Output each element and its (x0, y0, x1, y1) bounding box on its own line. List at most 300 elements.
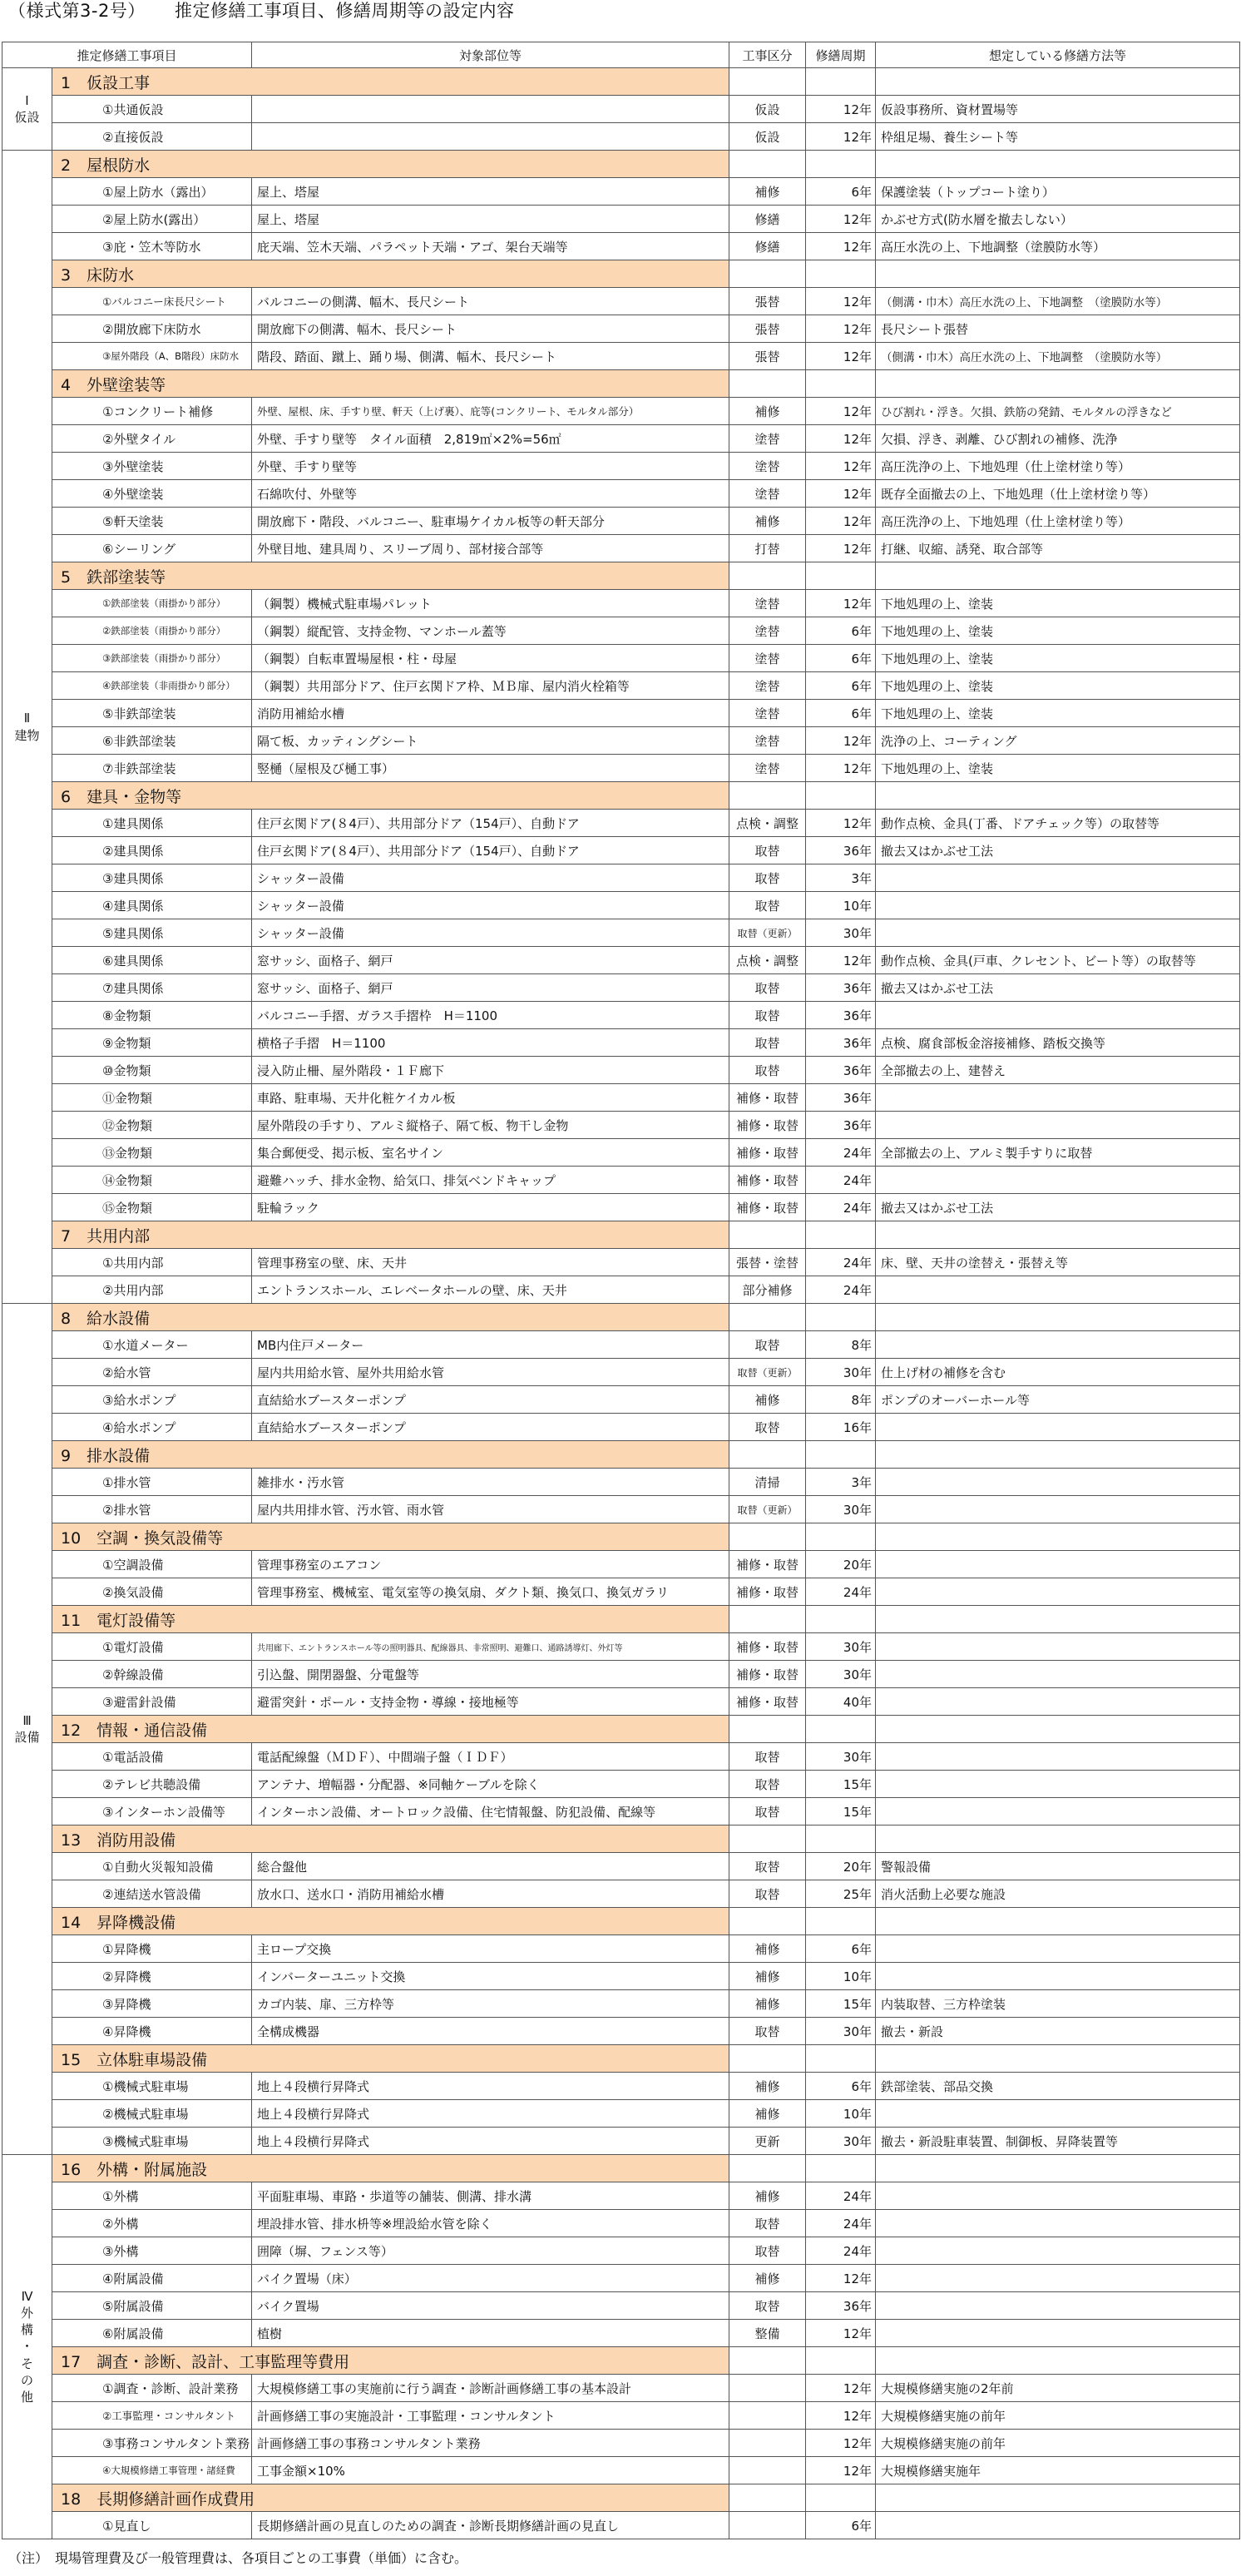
category-title: 1 仮設工事 (52, 68, 729, 96)
item-cycle: 12年 (806, 508, 876, 535)
item-target: 屋上、塔屋 (252, 178, 729, 206)
item-cycle: 12年 (806, 453, 876, 480)
table-row (2, 837, 1240, 864)
item-kind: 整備 (729, 2320, 806, 2347)
item-kind: 補修・取替 (729, 1578, 806, 1606)
item-kind: 取替 (729, 1880, 806, 1908)
item-kind (729, 2402, 806, 2430)
category-blank (729, 1606, 806, 1633)
category-row (2, 2347, 1240, 2375)
section-label: Ⅱ 建物 (2, 151, 52, 1304)
item-kind: 補修 (729, 508, 806, 535)
item-target: 地上４段横行昇降式 (252, 2100, 729, 2128)
item-cycle: 12年 (806, 535, 876, 562)
item-target: 埋設排水管、排水枡等※埋設給水管を除く (252, 2210, 729, 2237)
category-blank (876, 782, 1240, 810)
item-cycle: 30年 (806, 2128, 876, 2155)
item-target: シャッター設備 (252, 892, 729, 919)
item-name: ③庇・笠木等防水 (52, 233, 252, 260)
table-row (2, 1331, 1240, 1359)
table-row (2, 288, 1240, 315)
item-target: 囲障（塀、フェンス等） (252, 2237, 729, 2265)
item-cycle: 12年 (806, 233, 876, 260)
item-method (876, 919, 1240, 947)
item-target: 開放廊下・階段、バルコニー、駐車場ケイカル板等の軒天部分 (252, 508, 729, 535)
item-name: ②開放廊下床防水 (52, 315, 252, 343)
item-target: 管理事務室の壁、床、天井 (252, 1249, 729, 1276)
item-cycle: 24年 (806, 1276, 876, 1304)
table-row (2, 810, 1240, 837)
item-kind: 修繕 (729, 233, 806, 260)
item-cycle: 12年 (806, 947, 876, 974)
item-name: ③鉄部塗装（雨掛かり部分） (52, 645, 252, 672)
item-method (876, 2210, 1240, 2237)
item-kind: 取替（更新） (729, 1496, 806, 1523)
item-cycle: 12年 (806, 480, 876, 508)
item-name: ③建具関係 (52, 864, 252, 892)
item-method (876, 1496, 1240, 1523)
category-blank (876, 151, 1240, 178)
item-method: 高圧洗浄の上、下地処理（仕上塗材塗り等） (876, 508, 1240, 535)
item-target: 避難ハッチ、排水金物、給気口、排気ベンドキャップ (252, 1167, 729, 1194)
item-name: ①電灯設備 (52, 1633, 252, 1661)
item-name: ⑥非鉄部塗装 (52, 727, 252, 755)
table-row (2, 2375, 1240, 2402)
item-kind: 補修 (729, 2265, 806, 2292)
table-row (2, 1249, 1240, 1276)
item-cycle: 6年 (806, 617, 876, 645)
item-name: ⑦非鉄部塗装 (52, 755, 252, 782)
category-blank (876, 2484, 1240, 2512)
item-target: 雑排水・汚水管 (252, 1469, 729, 1496)
category-blank (876, 1716, 1240, 1743)
category-blank (729, 1441, 806, 1469)
item-cycle: 12年 (806, 398, 876, 425)
item-cycle: 12年 (806, 2320, 876, 2347)
category-title: 16 外構・附属施設 (52, 2155, 729, 2182)
item-target: 管理事務室、機械室、電気室等の換気扇、ダクト類、換気口、換気ガラリ (252, 1578, 729, 1606)
item-method (876, 1935, 1240, 1963)
item-method: 撤去・新設 (876, 2018, 1240, 2045)
item-kind: 張替・塗替 (729, 1249, 806, 1276)
table-row (2, 2402, 1240, 2430)
section-label: Ⅰ 仮設 (2, 68, 52, 151)
category-title: 6 建具・金物等 (52, 782, 729, 810)
category-blank (729, 1304, 806, 1331)
table-row (2, 2457, 1240, 2484)
item-cycle: 12年 (806, 810, 876, 837)
item-kind: 補修 (729, 2182, 806, 2210)
item-name: ⑥附属設備 (52, 2320, 252, 2347)
item-cycle: 25年 (806, 1880, 876, 1908)
item-method (876, 1167, 1240, 1194)
item-name: ②共用内部 (52, 1276, 252, 1304)
category-row (2, 1908, 1240, 1935)
item-method: 大規模修繕実施の前年 (876, 2430, 1240, 2457)
item-target: 平面駐車場、車路・歩道等の舗装、側溝、排水溝 (252, 2182, 729, 2210)
item-name: ①コンクリート補修 (52, 398, 252, 425)
table-row (2, 1194, 1240, 1221)
item-cycle: 36年 (806, 2292, 876, 2320)
category-blank (876, 1221, 1240, 1249)
item-cycle: 24年 (806, 1139, 876, 1167)
item-method (876, 1743, 1240, 1771)
table-row (2, 96, 1240, 123)
item-target: 植樹 (252, 2320, 729, 2347)
item-kind: 取替 (729, 2292, 806, 2320)
item-target: カゴ内装、扉、三方枠等 (252, 1990, 729, 2018)
table-row (2, 1029, 1240, 1057)
item-target: 地上４段横行昇降式 (252, 2128, 729, 2155)
table-row (2, 535, 1240, 562)
item-method: 洗浄の上、コーティング (876, 727, 1240, 755)
category-row (2, 260, 1240, 288)
category-title: 10 空調・換気設備等 (52, 1523, 729, 1551)
item-kind: 取替 (729, 892, 806, 919)
item-name: ③外構 (52, 2237, 252, 2265)
item-method (876, 2265, 1240, 2292)
table-row (2, 1798, 1240, 1825)
table-row (2, 2237, 1240, 2265)
item-kind: 取替 (729, 2210, 806, 2237)
item-target: 隔て板、カッティングシート (252, 727, 729, 755)
table-row (2, 2018, 1240, 2045)
category-blank (876, 260, 1240, 288)
item-method: 動作点検、金具(戸車、クレセント、ビート等）の取替等 (876, 947, 1240, 974)
item-kind: 塗替 (729, 617, 806, 645)
item-cycle: 20年 (806, 1853, 876, 1880)
category-blank (806, 2155, 876, 2182)
item-kind: 塗替 (729, 480, 806, 508)
category-blank (876, 1908, 1240, 1935)
table-row (2, 2128, 1240, 2155)
category-blank (806, 1606, 876, 1633)
item-cycle: 24年 (806, 1167, 876, 1194)
item-kind: 補修・取替 (729, 1194, 806, 1221)
category-row (2, 370, 1240, 398)
category-blank (729, 2045, 806, 2073)
table-row (2, 206, 1240, 233)
category-title: 4 外壁塗装等 (52, 370, 729, 398)
item-cycle: 10年 (806, 1963, 876, 1990)
item-name: ⑤建具関係 (52, 919, 252, 947)
item-cycle: 30年 (806, 2018, 876, 2045)
item-target: バルコニー手摺、ガラス手摺枠 H＝1100 (252, 1002, 729, 1029)
item-cycle: 24年 (806, 2237, 876, 2265)
item-cycle: 6年 (806, 178, 876, 206)
item-target: 石綿吹付、外壁等 (252, 480, 729, 508)
item-name: ②建具関係 (52, 837, 252, 864)
item-name: ②排水管 (52, 1496, 252, 1523)
item-method: 下地処理の上、塗装 (876, 755, 1240, 782)
item-target: 外壁目地、建具周り、スリーブ周り、部材接合部等 (252, 535, 729, 562)
item-name: ②外構 (52, 2210, 252, 2237)
item-method (876, 1633, 1240, 1661)
item-target: 外壁、手すり壁等 (252, 453, 729, 480)
table-row (2, 2512, 1240, 2539)
category-blank (729, 2484, 806, 2512)
category-row (2, 151, 1240, 178)
category-blank (876, 2045, 1240, 2073)
item-method: ひび割れ・浮き。欠損、鉄筋の発錆、モルタルの浮きなど (876, 398, 1240, 425)
item-kind: 張替 (729, 315, 806, 343)
item-name: ⑥シーリング (52, 535, 252, 562)
item-kind: 補修 (729, 1386, 806, 1414)
item-target: 集合郵便受、掲示板、室名サイン (252, 1139, 729, 1167)
category-title: 13 消防用設備 (52, 1825, 729, 1853)
category-blank (806, 562, 876, 590)
category-blank (729, 1716, 806, 1743)
item-method (876, 2512, 1240, 2539)
item-name: ④建具関係 (52, 892, 252, 919)
item-method (876, 1469, 1240, 1496)
item-name: ①空調設備 (52, 1551, 252, 1578)
item-cycle: 8年 (806, 1386, 876, 1414)
item-kind (729, 2457, 806, 2484)
item-method: 鉄部塗装、部品交換 (876, 2073, 1240, 2100)
item-method (876, 1112, 1240, 1139)
item-method: 既存全面撤去の上、下地処理（仕上塗材塗り等） (876, 480, 1240, 508)
item-cycle: 3年 (806, 1469, 876, 1496)
item-target: シャッター設備 (252, 919, 729, 947)
item-kind: 塗替 (729, 672, 806, 700)
table-row (2, 700, 1240, 727)
item-kind: 取替（更新） (729, 919, 806, 947)
category-row (2, 1304, 1240, 1331)
item-kind: 取替 (729, 1029, 806, 1057)
item-name: ②直接仮設 (52, 123, 252, 151)
item-target: インターホン設備、オートロック設備、住宅情報盤、防犯設備、配線等 (252, 1798, 729, 1825)
item-kind: 取替 (729, 1853, 806, 1880)
item-target: インバーターユニット交換 (252, 1963, 729, 1990)
item-cycle: 16年 (806, 1414, 876, 1441)
item-target (252, 96, 729, 123)
item-method (876, 1798, 1240, 1825)
item-kind: 塗替 (729, 727, 806, 755)
item-kind: 張替 (729, 288, 806, 315)
item-kind: 修繕 (729, 206, 806, 233)
category-blank (729, 151, 806, 178)
table-row (2, 590, 1240, 617)
item-method: 大規模修繕実施年 (876, 2457, 1240, 2484)
item-method: 大規模修繕実施の2年前 (876, 2375, 1240, 2402)
item-target: 消防用補給水槽 (252, 700, 729, 727)
item-cycle: 30年 (806, 1633, 876, 1661)
table-row (2, 1963, 1240, 1990)
item-target: 車路、駐車場、天井化粧ケイカル板 (252, 1084, 729, 1112)
category-blank (729, 1908, 806, 1935)
category-blank (876, 1523, 1240, 1551)
item-cycle: 12年 (806, 755, 876, 782)
item-cycle: 12年 (806, 727, 876, 755)
category-blank (876, 2155, 1240, 2182)
repair-items-table (2, 42, 1240, 2539)
item-method: 撤去・新設駐車装置、制御板、昇降装置等 (876, 2128, 1240, 2155)
category-row (2, 1523, 1240, 1551)
table-row (2, 398, 1240, 425)
item-kind: 補修・取替 (729, 1167, 806, 1194)
table-row (2, 1084, 1240, 1112)
category-blank (806, 1441, 876, 1469)
item-cycle: 12年 (806, 425, 876, 453)
table-row (2, 1359, 1240, 1386)
table-row (2, 947, 1240, 974)
item-name: ①電話設備 (52, 1743, 252, 1771)
item-target: 庇天端、笠木天端、パラペット天端・アゴ、架台天端等 (252, 233, 729, 260)
item-method (876, 1331, 1240, 1359)
item-target (252, 123, 729, 151)
item-name: ⑬金物類 (52, 1139, 252, 1167)
category-title: 7 共用内部 (52, 1221, 729, 1249)
item-target: 引込盤、開閉器盤、分電盤等 (252, 1661, 729, 1688)
item-kind: 取替 (729, 864, 806, 892)
item-target: 屋外階段の手すり、アルミ縦格子、隔て板、物干し金物 (252, 1112, 729, 1139)
item-cycle: 12年 (806, 96, 876, 123)
item-cycle: 30年 (806, 1359, 876, 1386)
item-cycle: 30年 (806, 919, 876, 947)
category-blank (729, 1221, 806, 1249)
item-cycle: 12年 (806, 590, 876, 617)
item-kind: 点検・調整 (729, 810, 806, 837)
table-row (2, 1990, 1240, 2018)
item-cycle: 12年 (806, 343, 876, 370)
category-blank (806, 260, 876, 288)
item-kind: 取替 (729, 837, 806, 864)
item-method: 全部撤去の上、建替え (876, 1057, 1240, 1084)
header-cycle: 修繕周期 (806, 42, 876, 68)
item-name: ⑨金物類 (52, 1029, 252, 1057)
item-cycle: 20年 (806, 1551, 876, 1578)
item-target: 屋内共用排水管、汚水管、雨水管 (252, 1496, 729, 1523)
item-name: ②外壁タイル (52, 425, 252, 453)
item-name: ⑤非鉄部塗装 (52, 700, 252, 727)
item-kind: 補修 (729, 1935, 806, 1963)
item-kind: 塗替 (729, 645, 806, 672)
table-row (2, 1057, 1240, 1084)
table-row (2, 508, 1240, 535)
table-row (2, 1743, 1240, 1771)
item-target: 大規模修繕工事の実施前に行う調査・診断計画修繕工事の基本設計 (252, 2375, 729, 2402)
item-cycle: 36年 (806, 1057, 876, 1084)
table-row (2, 2292, 1240, 2320)
item-name: ①鉄部塗装（雨掛かり部分） (52, 590, 252, 617)
item-cycle: 24年 (806, 2182, 876, 2210)
item-kind: 塗替 (729, 700, 806, 727)
item-method: 床、壁、天井の塗替え・張替え等 (876, 1249, 1240, 1276)
item-kind: 取替 (729, 974, 806, 1002)
item-name: ⑧金物類 (52, 1002, 252, 1029)
table-row (2, 1853, 1240, 1880)
item-cycle: 36年 (806, 1112, 876, 1139)
item-method (876, 1276, 1240, 1304)
item-name: ②工事監理・コンサルタント (52, 2402, 252, 2430)
category-row (2, 2045, 1240, 2073)
item-method: 撤去又はかぶせ工法 (876, 1194, 1240, 1221)
category-title: 3 床防水 (52, 260, 729, 288)
item-kind: 補修・取替 (729, 1661, 806, 1688)
item-method: 撤去又はかぶせ工法 (876, 974, 1240, 1002)
item-name: ②幹線設備 (52, 1661, 252, 1688)
table-row (2, 1469, 1240, 1496)
item-kind: 補修・取替 (729, 1139, 806, 1167)
item-name: ②テレビ共聴設備 (52, 1771, 252, 1798)
item-cycle: 12年 (806, 288, 876, 315)
item-target: シャッター設備 (252, 864, 729, 892)
item-method (876, 1414, 1240, 1441)
item-cycle: 12年 (806, 123, 876, 151)
item-cycle: 8年 (806, 1331, 876, 1359)
category-blank (876, 1606, 1240, 1633)
item-target: （鋼製）縦配管、支持金物、マンホール蓋等 (252, 617, 729, 645)
item-target: バイク置場（床） (252, 2265, 729, 2292)
item-cycle: 12年 (806, 315, 876, 343)
item-name: ④外壁塗装 (52, 480, 252, 508)
item-target: バルコニーの側溝、幅木、長尺シート (252, 288, 729, 315)
table-row (2, 1661, 1240, 1688)
item-cycle: 6年 (806, 700, 876, 727)
item-target: 放水口、送水口・消防用補給水槽 (252, 1880, 729, 1908)
item-target: 主ロープ交換 (252, 1935, 729, 1963)
item-cycle: 12年 (806, 2402, 876, 2430)
item-target: 計画修繕工事の事務コンサルタント業務 (252, 2430, 729, 2457)
table-row (2, 1386, 1240, 1414)
category-title: 14 昇降機設備 (52, 1908, 729, 1935)
item-kind: 補修 (729, 1990, 806, 2018)
table-row (2, 672, 1240, 700)
item-method: かぶせ方式(防水層を撤去しない） (876, 206, 1240, 233)
item-method: 仮設事務所、資材置場等 (876, 96, 1240, 123)
item-name: ③機械式駐車場 (52, 2128, 252, 2155)
item-name: ⑩金物類 (52, 1057, 252, 1084)
table-row (2, 1771, 1240, 1798)
table-row (2, 123, 1240, 151)
category-blank (729, 2155, 806, 2182)
category-blank (876, 1441, 1240, 1469)
form-number: （様式第3-2号） (8, 1, 146, 21)
title-text: 推定修繕工事項目、修繕周期等の設定内容 (175, 1, 515, 21)
header-kind: 工事区分 (729, 42, 806, 68)
category-blank (729, 562, 806, 590)
item-name: ①バルコニー床長尺シート (52, 288, 252, 315)
category-blank (729, 260, 806, 288)
item-name: ④附属設備 (52, 2265, 252, 2292)
item-name: ①外構 (52, 2182, 252, 2210)
table-row (2, 1276, 1240, 1304)
item-kind: 取替 (729, 1002, 806, 1029)
item-target: 窓サッシ、面格子、網戸 (252, 974, 729, 1002)
item-method: 欠損、浮き、剥離、ひび割れの補修、洗浄 (876, 425, 1240, 453)
table-row (2, 2265, 1240, 2292)
category-blank (806, 1221, 876, 1249)
section-label: Ⅳ 外 構 ・ そ の 他 (2, 2155, 52, 2539)
item-method: 枠組足場、養生シート等 (876, 123, 1240, 151)
item-method: 撤去又はかぶせ工法 (876, 837, 1240, 864)
item-cycle: 15年 (806, 1798, 876, 1825)
item-kind: 取替 (729, 2018, 806, 2045)
category-blank (806, 1304, 876, 1331)
item-name: ③屋外階段（A、B階段）床防水 (52, 343, 252, 370)
category-row (2, 68, 1240, 96)
document-title (8, 0, 515, 30)
item-target: 避雷突針・ポール・支持金物・導線・接地極等 (252, 1688, 729, 1716)
item-cycle: 36年 (806, 1029, 876, 1057)
item-kind: 点検・調整 (729, 947, 806, 974)
item-target: 工事金額×10% (252, 2457, 729, 2484)
item-name: ⑭金物類 (52, 1167, 252, 1194)
category-title: 17 調査・診断、設計、工事監理等費用 (52, 2347, 729, 2375)
category-row (2, 1606, 1240, 1633)
category-blank (876, 68, 1240, 96)
